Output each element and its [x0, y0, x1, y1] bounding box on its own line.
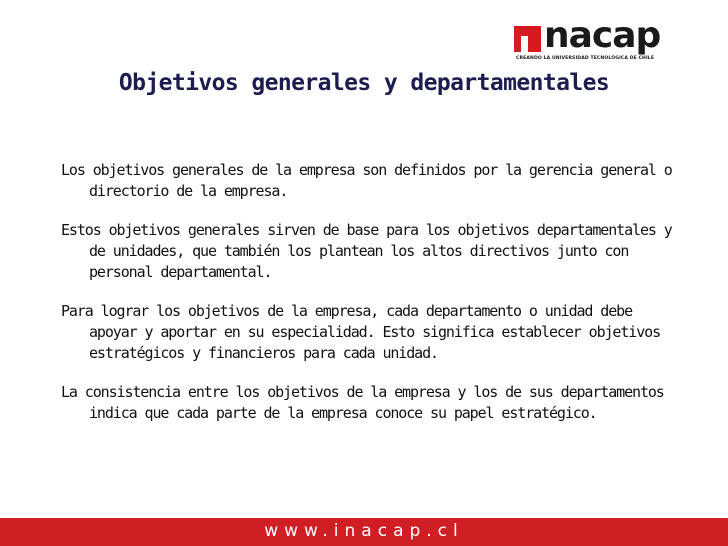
paragraph-2: Estos objetivos generales sirven de base para los objetivos departamentales y de unidades, que también los plantean los altos directivos junto con personal departamental.: [61, 221, 672, 281]
slide-content: [61, 160, 681, 442]
logo-word: nacap: [544, 15, 661, 56]
paragraph-3: Para lograr los objetivos de la empresa, cada departamento o unidad debe apoyar y aportar en su especialidad. Esto significa establecer objetivos estratégicos y financieros para cada unidad.: [61, 302, 661, 362]
logo-mark-icon: [514, 26, 541, 52]
footer-url: www.inacap.cl: [264, 521, 464, 541]
inacap-logo: [514, 15, 676, 64]
paragraph-4: La consistencia entre los objetivos de la empresa y los de sus departamentos indica que cada parte de la empresa conoce su papel estratégico.: [61, 383, 664, 422]
logo-tagline: CREANDO LA UNIVERSIDAD TECNOLÓGICA DE CHILE: [516, 56, 655, 61]
slide-title: Objetivos generales y departamentales: [118, 70, 610, 96]
paragraph-1: Los objetivos generales de la empresa son definidos por la gerencia general o directorio de la empresa.: [61, 161, 672, 200]
